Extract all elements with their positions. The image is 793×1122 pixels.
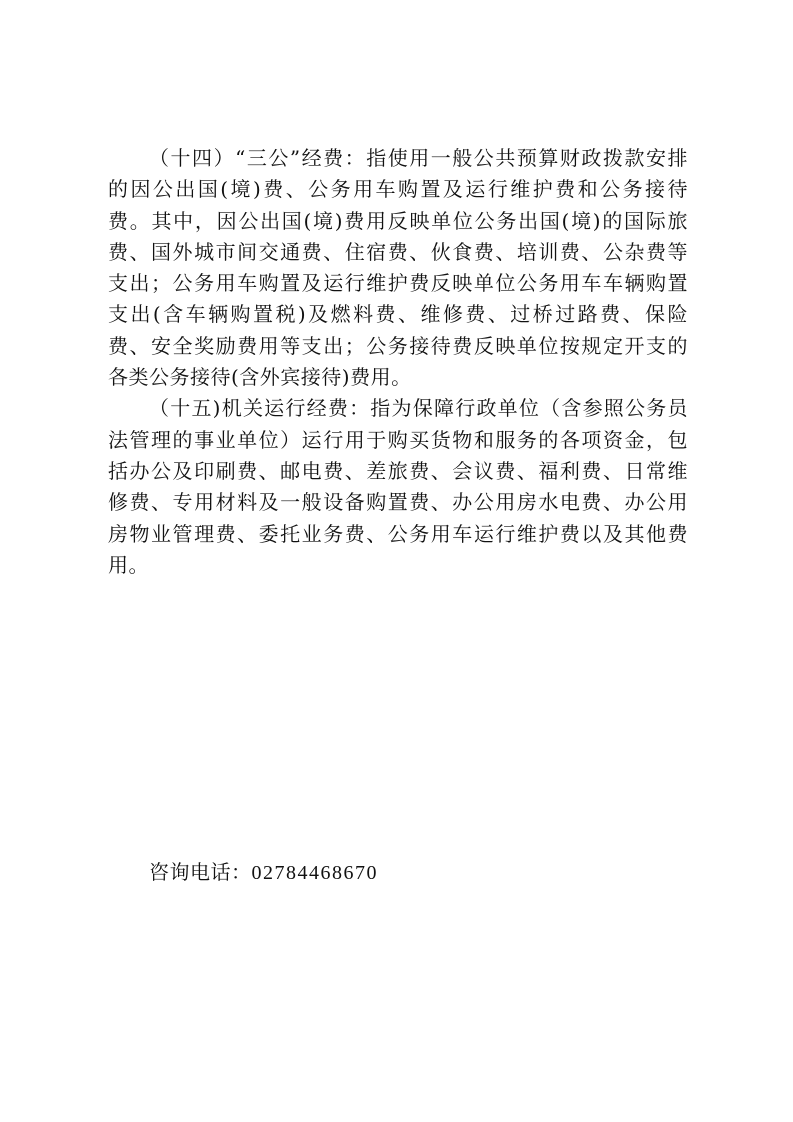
contact-phone-line (149, 858, 378, 887)
paragraph-line: 的因公出国(境)费、公务用车购置及运行维护费和公务接待 (108, 177, 688, 202)
paragraph-line: 房物业管理费、委托业务费、公务用车运行维护费以及其他费 (108, 521, 688, 546)
paragraph-line: （十四）“三公”经费：指使用一般公共预算财政拨款安排 (149, 146, 688, 170)
paragraph-line: 用。 (108, 552, 149, 577)
paragraph-agency-operating-expenses (108, 393, 688, 581)
paragraph-line: 括办公及印刷费、邮电费、差旅费、会议费、福利费、日常维 (108, 458, 688, 483)
paragraph-line: 修费、专用材料及一般设备购置费、办公用房水电费、办公用 (108, 490, 688, 515)
contact-label: 咨询电话： (149, 860, 252, 884)
paragraph-line: 支出(含车辆购置税)及燃料费、维修费、过桥过路费、保险 (108, 302, 688, 327)
paragraph-line: 费。其中，因公出国(境)费用反映单位公务出国(境)的国际旅 (108, 208, 688, 233)
paragraph-line: （十五)机关运行经费：指为保障行政单位（含参照公务员 (149, 396, 688, 421)
paragraph-sangong-expenses (108, 143, 688, 393)
contact-phone-number: 02784468670 (251, 862, 378, 884)
paragraph-line: 费、国外城市间交通费、住宿费、伙食费、培训费、公杂费等 (108, 239, 688, 264)
paragraph-line: 法管理的事业单位）运行用于购买货物和服务的各项资金，包 (108, 427, 688, 452)
paragraph-line: 支出；公务用车购置及运行维护费反映单位公务用车车辆购置 (108, 271, 688, 296)
paragraph-line: 各类公务接待(含外宾接待)费用。 (108, 365, 412, 390)
document-body (108, 143, 688, 581)
paragraph-line: 费、安全奖励费用等支出；公务接待费反映单位按规定开支的 (108, 333, 688, 358)
